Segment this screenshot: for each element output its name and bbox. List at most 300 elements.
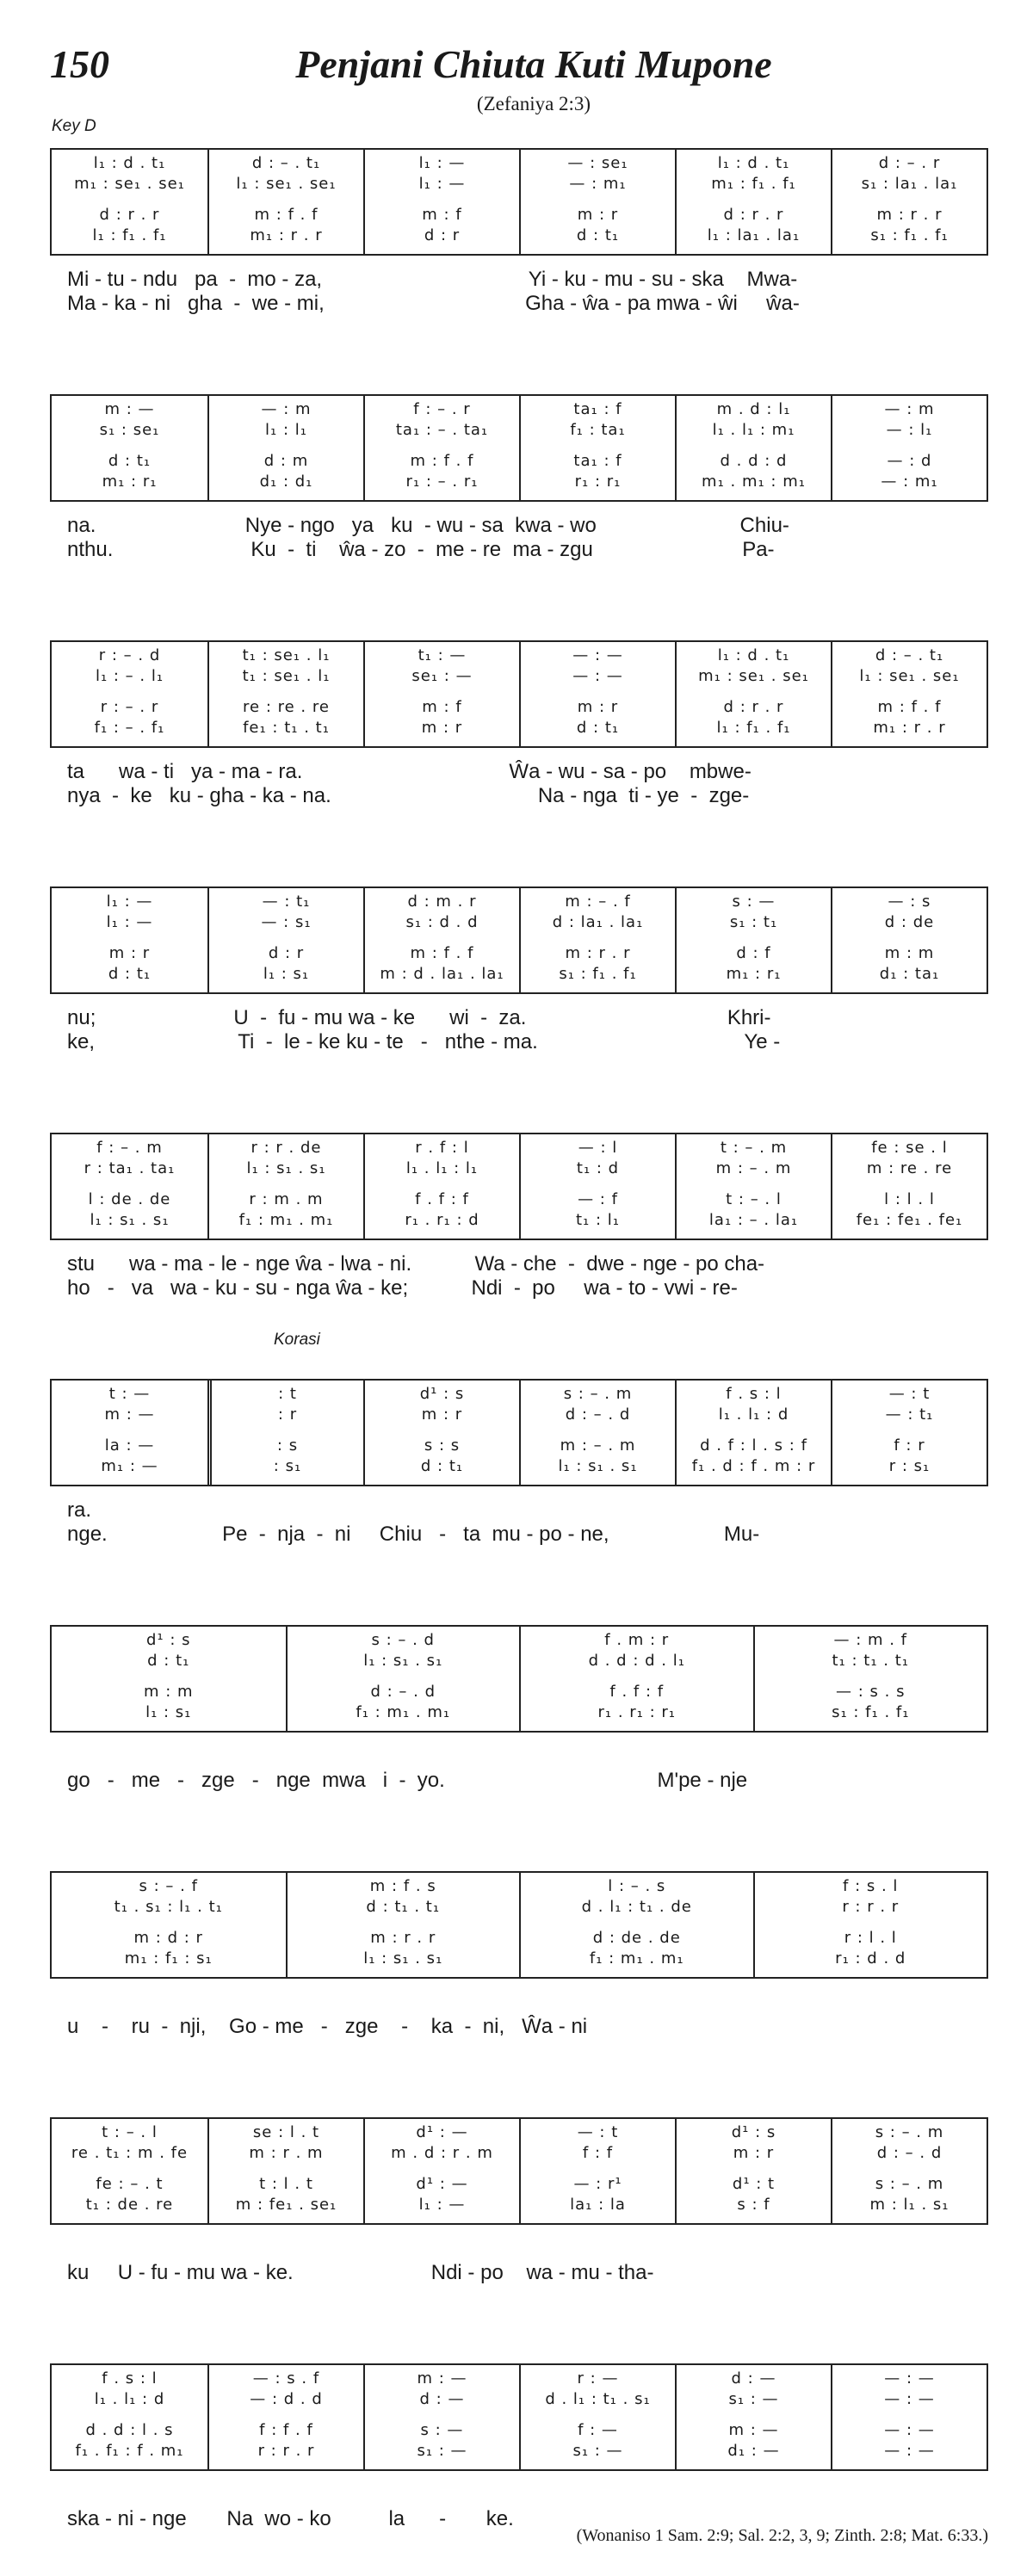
voice-part: d : t₁ <box>147 1652 190 1670</box>
music-system <box>50 1871 988 2058</box>
voice-part: d : — <box>731 2369 776 2388</box>
measure <box>519 1134 675 1239</box>
voice-part: l₁ : s₁ . s₁ <box>363 1652 443 1670</box>
voice-part: s₁ : la₁ . la₁ <box>861 175 958 193</box>
voice-part: m : f . s <box>369 1877 436 1895</box>
voice-part: r : ta₁ . ta₁ <box>84 1159 176 1177</box>
voice-part: m : f <box>422 206 462 224</box>
voice-part: l : l . l <box>884 1190 935 1208</box>
voice-part: l₁ : s₁ . s₁ <box>90 1211 170 1229</box>
staff <box>50 1871 988 1979</box>
voice-part: m₁ : f₁ . f₁ <box>711 175 796 193</box>
lyrics <box>50 2237 988 2304</box>
voice-part: s₁ : d . d <box>405 913 479 931</box>
voice-part: f . s : l <box>102 2369 158 2388</box>
voice-part: l₁ : se₁ . se₁ <box>236 175 337 193</box>
measure <box>831 2119 987 2223</box>
voice-part: r₁ : – . r₁ <box>405 473 479 491</box>
voice-part: — : — <box>884 2442 935 2460</box>
measure <box>52 1627 286 1731</box>
voice-part: d : – . d <box>876 2144 943 2162</box>
voice-part: t : – . l <box>726 1190 782 1208</box>
voice-part: f : f <box>582 2144 614 2162</box>
voice-part: — : se₁ <box>567 154 628 172</box>
voice-part: f . f : f <box>415 1190 469 1208</box>
voice-part: d : – . t₁ <box>251 154 321 172</box>
voice-part: : t <box>278 1385 297 1403</box>
voice-part: s₁ : — <box>417 2442 467 2460</box>
lyric-line: ta wa - ti ya - ma - ra. Ŵa - wu - sa - po mbwe- <box>67 760 752 783</box>
voice-part: d¹ : — <box>416 2175 468 2193</box>
voice-part: — : m <box>884 400 935 418</box>
voice-part: t₁ : de . re <box>85 2196 174 2214</box>
voice-part: f . m : r <box>604 1631 670 1649</box>
voice-part: m : — <box>728 2421 779 2439</box>
voice-part: d . l₁ : t₁ . de <box>581 1898 692 1916</box>
voice-part: l₁ : s₁ <box>145 1703 192 1721</box>
lyric-line: go - me - zge - nge mwa i - yo. M'pe - nje <box>67 1769 748 1792</box>
measure <box>831 1381 987 1485</box>
lyric-line: ska - ni - nge Na wo - ko la - ke. <box>67 2507 514 2530</box>
voice-part: — : s₁ <box>261 913 312 931</box>
staff <box>50 1133 988 1240</box>
voice-part: t : – . l <box>102 2123 158 2141</box>
lyrics <box>50 1252 988 1319</box>
measure <box>363 642 519 746</box>
voice-part: m : d . la₁ . la₁ <box>380 965 504 983</box>
voice-part: r : — <box>577 2369 619 2388</box>
voice-part: — : s . f <box>252 2369 320 2388</box>
voice-part: l₁ : s₁ . s₁ <box>246 1159 326 1177</box>
voice-part: m : — <box>104 1405 155 1424</box>
voice-part: m . d : r . m <box>391 2144 493 2162</box>
measure <box>52 2365 207 2469</box>
voice-part: l₁ : d . t₁ <box>717 646 790 664</box>
voice-part: d¹ : s <box>419 1385 465 1403</box>
measure <box>207 642 363 746</box>
voice-part: m₁ : r₁ <box>102 473 158 491</box>
lyrics <box>50 1745 988 1812</box>
voice-part: d : r <box>424 226 461 244</box>
lyric-line <box>67 2483 988 2507</box>
scripture-reference: (Zefaniya 2:3) <box>476 93 591 114</box>
lyric-line: ho - va wa - ku - su - nga ŵa - ke; Ndi - po wa - to - vwi - re- <box>67 1276 738 1300</box>
voice-part: l₁ . l₁ : m₁ <box>712 421 795 439</box>
measure <box>519 396 675 500</box>
voice-part: la : — <box>104 1436 155 1455</box>
measure <box>831 150 987 254</box>
measure <box>363 150 519 254</box>
voice-part: se : l . t <box>252 2123 320 2141</box>
voice-part: d : — <box>419 2390 465 2408</box>
voice-part: d : t₁ <box>576 719 620 737</box>
voice-part: f : r <box>894 1436 925 1455</box>
lyric-line: Mi - tu - ndu pa - mo - za, Yi - ku - mu - su - ska Mwa- <box>67 268 798 291</box>
staff <box>50 2117 988 2225</box>
voice-part: f₁ : ta₁ <box>570 421 626 439</box>
voice-part: d¹ : — <box>416 2123 468 2141</box>
voice-part: — : t <box>888 1385 931 1403</box>
lyrics <box>50 514 988 581</box>
voice-part: d : t₁ <box>108 452 152 470</box>
lyrics <box>50 1498 988 1566</box>
voice-part: m : d : r <box>133 1929 203 1947</box>
lyric-line: stu wa - ma - le - nge ŵa - lwa - ni. Wa - che - dwe - nge - po cha- <box>67 1252 765 1276</box>
voice-part: m₁ : se₁ . se₁ <box>74 175 185 193</box>
measure <box>519 642 675 746</box>
voice-part: l₁ : d . t₁ <box>93 154 166 172</box>
measure <box>831 2365 987 2469</box>
voice-part: d : f <box>736 944 771 962</box>
voice-part: m : f . f <box>410 944 474 962</box>
lyric-line: Ma - ka - ni gha - we - mi, Gha - ŵa - pa mwa - ŵi ŵa- <box>67 292 800 315</box>
voice-part: — : m₁ <box>569 175 627 193</box>
measure <box>286 1873 520 1977</box>
voice-part: — : — <box>884 2421 935 2439</box>
measure <box>363 1381 519 1485</box>
voice-part: — : d . d <box>250 2390 323 2408</box>
voice-part: — : s . s <box>836 1683 906 1701</box>
voice-part: — : f <box>578 1190 618 1208</box>
lyric-line: nu; U - fu - mu wa - ke wi - za. Khri- <box>67 1006 771 1029</box>
voice-part: d : de <box>884 913 935 931</box>
voice-part: s₁ : f₁ . f₁ <box>832 1703 910 1721</box>
voice-part: m : — <box>417 2369 467 2388</box>
voice-part: d₁ : d₁ <box>259 473 313 491</box>
voice-part: r₁ . r₁ : d <box>405 1211 479 1229</box>
voice-part: f₁ . d : f . m : r <box>691 1457 816 1475</box>
voice-part: s : – . m <box>563 1385 633 1403</box>
measure <box>519 1873 753 1977</box>
voice-part: m : m <box>143 1683 194 1701</box>
hymn-title: Penjani Chiuta Kuti Mupone <box>295 42 772 86</box>
voice-part: f₁ : m₁ . m₁ <box>589 1949 684 1968</box>
voice-part: l₁ : s₁ <box>263 965 310 983</box>
voice-part: d : t₁ <box>108 965 152 983</box>
measure <box>675 1381 831 1485</box>
voice-part: m : – . m <box>715 1159 792 1177</box>
measure <box>363 2119 519 2223</box>
voice-part: ta₁ : f <box>573 400 622 418</box>
voice-part: t₁ . s₁ : l₁ . t₁ <box>114 1898 223 1916</box>
measure <box>52 888 207 992</box>
measure <box>52 1381 207 1485</box>
voice-part: r : m . m <box>249 1190 324 1208</box>
voice-part: l : de . de <box>88 1190 171 1208</box>
voice-part: l₁ : — <box>418 154 466 172</box>
voice-part: d : m <box>263 452 309 470</box>
voice-part: r : r . de <box>251 1139 322 1157</box>
measure <box>675 888 831 992</box>
voice-part: f : f . f <box>259 2421 313 2439</box>
lyric-line: ke, Ti - le - ke ku - te - nthe - ma. Ye - <box>67 1030 781 1053</box>
voice-part: m . d : l₁ <box>716 400 791 418</box>
lyrics <box>50 1991 988 2058</box>
lyric-line: nge. Pe - nja - ni Chiu - ta mu - po - ne, Mu- <box>67 1523 760 1546</box>
measure <box>753 1627 987 1731</box>
voice-part: fe : se . l <box>871 1139 948 1157</box>
voice-part: l₁ : l₁ <box>265 421 307 439</box>
voice-part: m : – . f <box>565 893 631 911</box>
voice-part: f : — <box>578 2421 618 2439</box>
voice-part: d : – . r <box>878 154 941 172</box>
voice-part: s : — <box>732 893 776 911</box>
measure <box>675 150 831 254</box>
measure <box>52 642 207 746</box>
voice-part: r : r . r <box>842 1898 900 1916</box>
voice-part: r₁ . r₁ : r₁ <box>597 1703 677 1721</box>
voice-part: f : s . l <box>843 1877 899 1895</box>
staff <box>50 640 988 748</box>
voice-part: s₁ : t₁ <box>729 913 778 931</box>
voice-part: d : r . r <box>723 698 784 716</box>
measure <box>52 2119 207 2223</box>
measure <box>52 1134 207 1239</box>
music-system <box>50 640 988 827</box>
voice-part: d : t₁ . t₁ <box>366 1898 441 1916</box>
voice-part: l : – . s <box>608 1877 666 1895</box>
measure <box>207 888 363 992</box>
voice-part: m₁ . m₁ : m₁ <box>702 473 806 491</box>
measure <box>286 1627 520 1731</box>
voice-part: d . f : l . s : f <box>700 1436 807 1455</box>
measure <box>675 2365 831 2469</box>
measure <box>675 2119 831 2223</box>
voice-part: f₁ : m₁ . m₁ <box>238 1211 334 1229</box>
voice-part: l₁ : s₁ . s₁ <box>363 1949 443 1968</box>
voice-part: m : – . m <box>560 1436 636 1455</box>
voice-part: d : r . r <box>99 206 160 224</box>
voice-part: l₁ : — <box>418 2196 466 2214</box>
voice-part: l₁ : f₁ . f₁ <box>716 719 791 737</box>
voice-part: m₁ : r . r <box>250 226 323 244</box>
music-system <box>50 1379 988 1566</box>
voice-part: m : f . f <box>254 206 319 224</box>
voice-part: r . f : l <box>415 1139 469 1157</box>
voice-part: m : r <box>577 698 619 716</box>
footnote-references: (Wonaniso 1 Sam. 2:9; Sal. 2:2, 3, 9; Zinth. 2:8; Mat. 6:33.) <box>576 2526 988 2545</box>
voice-part: — : t₁ <box>262 893 311 911</box>
voice-part: r : – . d <box>98 646 161 664</box>
voice-part: s : s <box>424 1436 461 1455</box>
measure <box>519 1627 753 1731</box>
measure <box>675 396 831 500</box>
lyric-line: nya - ke ku - gha - ka - na. Na - nga ti - ye - zge- <box>67 784 750 807</box>
voice-part: la₁ : – . la₁ <box>708 1211 799 1229</box>
voice-part: d : – . t₁ <box>875 646 944 664</box>
voice-part: m : r . r <box>370 1929 436 1947</box>
voice-part: — : — <box>884 2390 935 2408</box>
voice-part: m₁ : r₁ <box>726 965 782 983</box>
voice-part: se₁ : — <box>411 667 473 685</box>
voice-part: s₁ : f₁ . f₁ <box>559 965 637 983</box>
voice-part: d . d : d <box>720 452 788 470</box>
voice-part: ta₁ : – . ta₁ <box>395 421 489 439</box>
voice-part: fe₁ : fe₁ . fe₁ <box>856 1211 963 1229</box>
voice-part: l₁ : se₁ . se₁ <box>859 667 960 685</box>
voice-part: t : l . t <box>259 2175 313 2193</box>
voice-part: d . d : l . s <box>85 2421 174 2439</box>
voice-part: : s <box>276 1436 299 1455</box>
voice-part: s : – . d <box>371 1631 435 1649</box>
voice-part: m : — <box>104 400 155 418</box>
measure <box>519 2119 675 2223</box>
voice-part: l₁ : — <box>418 175 466 193</box>
measure <box>207 1381 363 1485</box>
voice-part: t₁ : — <box>418 646 467 664</box>
voice-part: m : re . re <box>866 1159 953 1177</box>
voice-part: m₁ : se₁ . se₁ <box>698 667 809 685</box>
lyrics <box>50 760 988 827</box>
measure <box>207 2119 363 2223</box>
voice-part: l₁ : la₁ . la₁ <box>707 226 801 244</box>
voice-part: s : f <box>737 2196 770 2214</box>
voice-part: m : m <box>884 944 935 962</box>
voice-part: r : l . l <box>844 1929 897 1947</box>
measure <box>753 1873 987 1977</box>
hymn-number: 150 <box>50 42 109 86</box>
voice-part: d : la₁ . la₁ <box>552 913 644 931</box>
voice-part: m : f . f <box>877 698 942 716</box>
voice-part: t₁ : d <box>576 1159 620 1177</box>
voice-part: m₁ : f₁ : s₁ <box>124 1949 213 1968</box>
staff <box>50 148 988 256</box>
voice-part: l₁ : — <box>106 893 153 911</box>
music-system <box>50 148 988 335</box>
voice-part: d₁ : ta₁ <box>879 965 940 983</box>
voice-part: ta₁ : f <box>573 452 622 470</box>
measure <box>519 2365 675 2469</box>
lyrics <box>50 1006 988 1073</box>
voice-part: l₁ : – . l₁ <box>95 667 164 685</box>
voice-part: t : — <box>108 1385 151 1403</box>
voice-part: s : — <box>420 2421 464 2439</box>
staff <box>50 2363 988 2471</box>
voice-part: fe₁ : t₁ . t₁ <box>243 719 330 737</box>
measure <box>207 1134 363 1239</box>
lyric-line: ku U - fu - mu wa - ke. Ndi - po wa - mu - tha- <box>67 2261 654 2284</box>
voice-part: s₁ : — <box>572 2442 623 2460</box>
voice-part: s₁ : — <box>728 2390 779 2408</box>
voice-part: d : – . d <box>565 1405 631 1424</box>
voice-part: d : r <box>268 944 305 962</box>
voice-part: f₁ . f₁ : f . m₁ <box>75 2442 184 2460</box>
voice-part: d : t₁ <box>576 226 620 244</box>
voice-part: re . t₁ : m . fe <box>71 2144 189 2162</box>
staff <box>50 1379 988 1486</box>
measure <box>52 396 207 500</box>
measure <box>207 150 363 254</box>
measure <box>207 396 363 500</box>
voice-part: d¹ : s <box>731 2123 776 2141</box>
measure <box>519 150 675 254</box>
voice-part: l₁ : f₁ . f₁ <box>92 226 167 244</box>
voice-part: l₁ : s₁ . s₁ <box>558 1457 638 1475</box>
voice-part: l₁ . l₁ : d <box>718 1405 789 1424</box>
voice-part: r₁ : d . d <box>835 1949 906 1968</box>
voice-part: s : – . f <box>139 1877 198 1895</box>
voice-part: t₁ : se₁ . l₁ <box>242 646 331 664</box>
lyric-line <box>67 1745 988 1769</box>
voice-part: m : r . r <box>876 206 943 224</box>
measure <box>363 396 519 500</box>
voice-part: — : d <box>887 452 932 470</box>
voice-part: d : m . r <box>407 893 477 911</box>
voice-part: d¹ : s <box>145 1631 191 1649</box>
voice-part: m : r . r <box>565 944 631 962</box>
voice-part: — : — <box>572 667 623 685</box>
measure <box>831 642 987 746</box>
voice-part: m : r <box>577 206 619 224</box>
voice-part: r₁ : r₁ <box>574 473 622 491</box>
music-system <box>50 2117 988 2304</box>
voice-part: d . l₁ : t₁ . s₁ <box>545 2390 651 2408</box>
music-system <box>50 2363 988 2550</box>
lyric-line: na. Nye - ngo ya ku - wu - sa kwa - wo Chiu- <box>67 514 789 537</box>
voice-part: d₁ : — <box>727 2442 780 2460</box>
voice-part: t₁ : se₁ . l₁ <box>242 667 331 685</box>
voice-part: t₁ : l₁ <box>576 1211 620 1229</box>
voice-part: fe : – . t <box>96 2175 164 2193</box>
voice-part: d . d : d . l₁ <box>588 1652 685 1670</box>
voice-part: re : re . re <box>243 698 330 716</box>
measure <box>831 1134 987 1239</box>
voice-part: — : m . f <box>833 1631 908 1649</box>
voice-part: — : l₁ <box>886 421 933 439</box>
lyric-line <box>67 2237 988 2261</box>
voice-part: d¹ : t <box>732 2175 776 2193</box>
lyric-line: ra. <box>67 1498 92 1522</box>
music-system <box>50 886 988 1073</box>
voice-part: la₁ : la <box>570 2196 626 2214</box>
voice-part: d : de . de <box>592 1929 681 1947</box>
voice-part: f . f : f <box>609 1683 665 1701</box>
voice-part: l₁ : d . t₁ <box>717 154 790 172</box>
voice-part: f : – . m <box>96 1139 163 1157</box>
staff <box>50 886 988 994</box>
lyric-line <box>67 1991 988 2015</box>
staff <box>50 1625 988 1733</box>
voice-part: d : r . r <box>723 206 784 224</box>
measure <box>675 1134 831 1239</box>
voice-part: f : – . r <box>413 400 471 418</box>
voice-part: l₁ : — <box>106 913 153 931</box>
voice-part: f₁ : m₁ . m₁ <box>356 1703 451 1721</box>
voice-part: — : t <box>577 2123 619 2141</box>
measure <box>363 888 519 992</box>
measure <box>831 396 987 500</box>
lyrics <box>50 268 988 335</box>
voice-part: l₁ . l₁ : d <box>94 2390 165 2408</box>
voice-part: r : – . r <box>100 698 159 716</box>
voice-part: m : r <box>733 2144 775 2162</box>
voice-part: f . s : l <box>726 1385 782 1403</box>
voice-part: — : t₁ <box>885 1405 934 1424</box>
voice-part: — : — <box>572 646 623 664</box>
voice-part: s₁ : se₁ <box>99 421 160 439</box>
voice-part: : s₁ <box>273 1457 302 1475</box>
voice-part: m : f <box>422 698 462 716</box>
voice-part: d : – . d <box>370 1683 436 1701</box>
voice-part: r : s₁ <box>888 1457 931 1475</box>
voice-part: — : m₁ <box>881 473 938 491</box>
measure <box>675 642 831 746</box>
voice-part: — : l <box>578 1139 618 1157</box>
voice-part: t₁ : t₁ . t₁ <box>832 1652 909 1670</box>
measure <box>207 2365 363 2469</box>
key-signature: Key D <box>52 117 96 135</box>
lyric-line: u - ru - nji, Go - me - zge - ka - ni, Ŵa - ni <box>67 2015 588 2038</box>
